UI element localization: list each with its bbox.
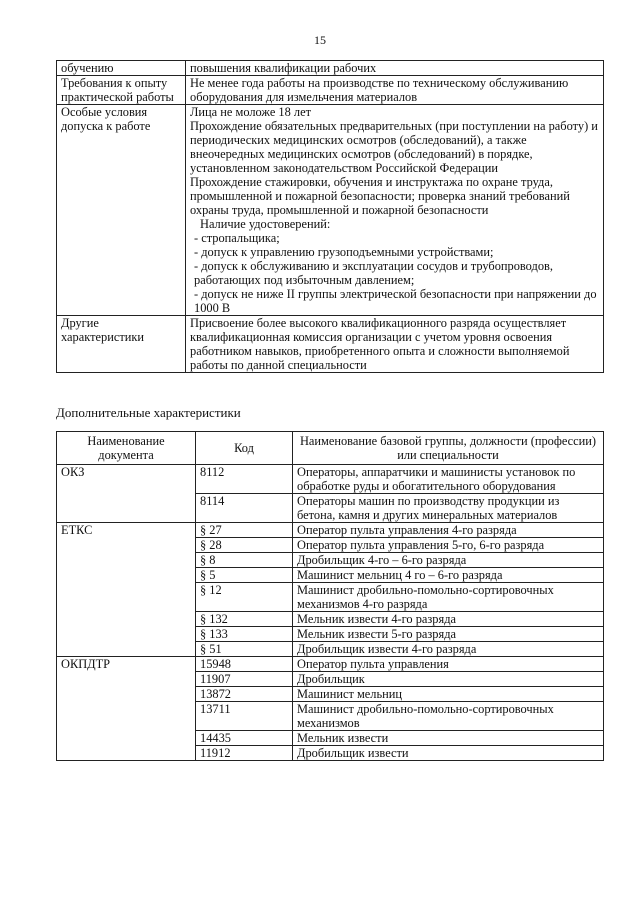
occupation-code: § 8 — [196, 553, 293, 568]
occupation-name: Дробильщик — [293, 672, 604, 687]
occupation-code: § 5 — [196, 568, 293, 583]
occupation-name: Операторы, аппаратчики и машинисты установок по обработке руды и обогатительного оборудования — [293, 465, 604, 494]
row-content — [186, 105, 604, 316]
document-name: ОКПДТР — [57, 657, 196, 761]
row-paragraph: Наличие удостоверений: — [200, 217, 331, 231]
occupation-name: Машинист дробильно-помольно-сортировочных механизмов — [293, 702, 604, 731]
document-name: ОКЗ — [57, 465, 196, 523]
row-paragraph: Прохождение стажировки, обучения и инструктажа по охране труда, промышленной и пожарной безопасности; проверка знаний требований охраны труда, промышленной и пожарной безопасности — [190, 175, 570, 217]
table-row — [57, 523, 604, 538]
occupation-code: 8114 — [196, 494, 293, 523]
occupation-name: Машинист мельниц 4 го – 6-го разряда — [293, 568, 604, 583]
table-row — [57, 76, 604, 105]
occupation-code: 13872 — [196, 687, 293, 702]
row-paragraph: Не менее года работы на производстве по техническому обслуживанию оборудования для измельчения материалов — [190, 76, 569, 104]
header-document: Наименование документа — [57, 432, 196, 465]
page-number: 15 — [314, 33, 326, 47]
occupation-code: 11912 — [196, 746, 293, 761]
qualification-table — [56, 60, 604, 373]
occupation-name: Машинист дробильно-помольно-сортировочных механизмов 4-го разряда — [293, 583, 604, 612]
row-label: Особые условия допуска к работе — [57, 105, 186, 316]
row-paragraph: повышения квалификации рабочих — [190, 61, 377, 75]
occupation-name: Дробильщик извести 4-го разряда — [293, 642, 604, 657]
table-row — [57, 61, 604, 76]
occupation-name: Дробильщик извести — [293, 746, 604, 761]
occupation-name: Машинист мельниц — [293, 687, 604, 702]
header-code: Код — [196, 432, 293, 465]
occupation-name: Оператор пульта управления 4-го разряда — [293, 523, 604, 538]
table-row — [57, 657, 604, 672]
additional-characteristics-title: Дополнительные характеристики — [56, 405, 241, 420]
row-label: Требования к опыту практической работы — [57, 76, 186, 105]
row-paragraph: Прохождение обязательных предварительных (при поступлении на работу) и периодических медицинских осмотров (обследований), а также внеочередных медицинских осмотров (обследований) в порядке, установленном законодательством Российской Федерации — [190, 119, 598, 175]
header-occupation: Наименование базовой группы, должности (профессии) или специальности — [293, 432, 604, 465]
occupation-name: Оператор пульта управления 5-го, 6-го разряда — [293, 538, 604, 553]
occupation-code: 14435 — [196, 731, 293, 746]
row-content — [186, 61, 604, 76]
row-label: Другие характеристики — [57, 316, 186, 373]
occupation-name: Мельник извести — [293, 731, 604, 746]
table-row — [57, 465, 604, 494]
row-paragraph: - допуск к обслуживанию и эксплуатации сосудов и трубопроводов, работающих под избыточным давлением; — [194, 259, 553, 287]
row-paragraph: - стропальщика; — [194, 231, 280, 245]
occupation-code: § 133 — [196, 627, 293, 642]
occupation-name: Оператор пульта управления — [293, 657, 604, 672]
row-paragraph: Лица не моложе 18 лет — [190, 105, 312, 119]
row-paragraph: Присвоение более высокого квалификационного разряда осуществляет квалификационная комиссия организации с учетом уровня освоения работником навыков, приобретенного опыта и сложности выполняемой работы по данной специальности — [190, 316, 570, 372]
occupation-name: Мельник извести 5-го разряда — [293, 627, 604, 642]
table-row — [57, 105, 604, 316]
row-content — [186, 316, 604, 373]
table-header-row — [57, 432, 604, 465]
occupation-name: Дробильщик 4-го – 6-го разряда — [293, 553, 604, 568]
occupation-code: 8112 — [196, 465, 293, 494]
row-label: обучению — [57, 61, 186, 76]
occupation-code: § 27 — [196, 523, 293, 538]
row-content — [186, 76, 604, 105]
document-name: ЕТКС — [57, 523, 196, 657]
occupation-code: § 51 — [196, 642, 293, 657]
row-paragraph: - допуск к управлению грузоподъемными устройствами; — [194, 245, 494, 259]
table-row — [57, 316, 604, 373]
additional-characteristics-table — [56, 431, 604, 761]
occupation-code: § 132 — [196, 612, 293, 627]
occupation-code: § 28 — [196, 538, 293, 553]
occupation-code: 13711 — [196, 702, 293, 731]
row-paragraph: - допуск не ниже II группы электрической безопасности при напряжении до 1000 В — [194, 287, 597, 315]
occupation-name: Операторы машин по производству продукции из бетона, камня и других минеральных материалов — [293, 494, 604, 523]
occupation-code: 11907 — [196, 672, 293, 687]
occupation-code: § 12 — [196, 583, 293, 612]
occupation-name: Мельник извести 4-го разряда — [293, 612, 604, 627]
occupation-code: 15948 — [196, 657, 293, 672]
